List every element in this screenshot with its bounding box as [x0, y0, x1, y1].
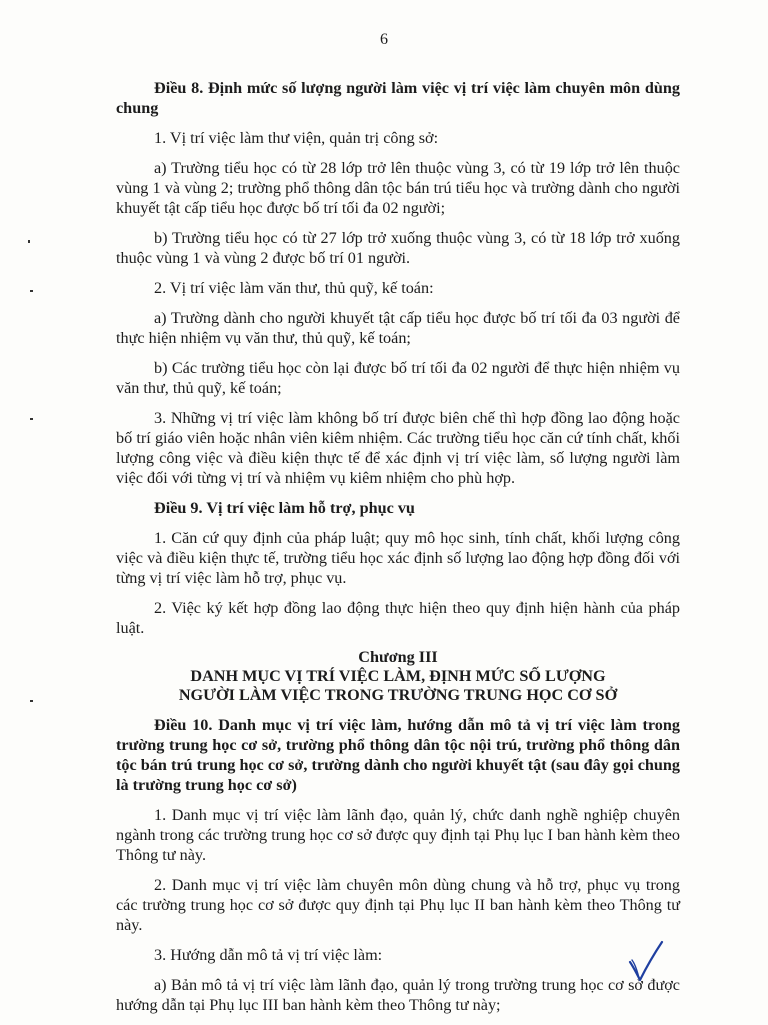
- article-9-paragraph: 1. Căn cứ quy định của pháp luật; quy mô học sinh, tính chất, khối lượng công việc và điều kiện thực tế, trường tiểu học xác định số lượng lao động hợp đồng đối với từng vị trí việc làm hỗ trợ, phục vụ.: [116, 529, 680, 587]
- scan-speck: [30, 418, 33, 420]
- article-10-paragraph: 3. Hướng dẫn mô tả vị trí việc làm:: [154, 946, 383, 964]
- article-10-paragraph: 2. Danh mục vị trí việc làm chuyên môn dùng chung và hỗ trợ, phục vụ trong các trường trung học cơ sở được quy định tại Phụ lục II ban hành kèm theo Thông tư này.: [116, 876, 680, 934]
- article-8-paragraph: a) Trường tiểu học có từ 28 lớp trở lên thuộc vùng 3, có từ 19 lớp trở lên thuộc vùng 1 và vùng 2; trường phổ thông dân tộc bán trú tiểu học và trường dành cho người khuyết tật cấp tiểu học được bố trí tối đa 02 người;: [116, 159, 680, 217]
- scan-speck: [30, 290, 33, 292]
- article-8-paragraph: a) Trường dành cho người khuyết tật cấp tiểu học được bố trí tối đa 03 người để thực hiện nhiệm vụ văn thư, thủ quỹ, kế toán;: [116, 309, 680, 347]
- chapter-heading: [116, 648, 680, 705]
- article-10-paragraph: 1. Danh mục vị trí việc làm lãnh đạo, quản lý, chức danh nghề nghiệp chuyên ngành trong các trường trung học cơ sở được quy định tại Phụ lục I ban hành kèm theo Thông tư này.: [116, 806, 680, 864]
- article-10-paragraph: a) Bản mô tả vị trí việc làm lãnh đạo, quản lý trong trường trung học cơ sở được hướng dẫn tại Phụ lục III ban hành kèm theo Thông tư này;: [116, 976, 680, 1014]
- article-8-paragraph: b) Các trường tiểu học còn lại được bố trí tối đa 02 người để thực hiện nhiệm vụ văn thư, thủ quỹ, kế toán;: [116, 359, 680, 397]
- scan-speck: [28, 240, 30, 243]
- chapter-label: Chương III: [358, 648, 438, 666]
- article-10-title: Điều 10. Danh mục vị trí việc làm, hướng dẫn mô tả vị trí việc làm trong trường trung học cơ sở, trường phổ thông dân tộc nội trú, trường phổ thông dân tộc bán trú trung học cơ sở, trường dành cho người khuyết tật (sau đây gọi chung là trường trung học cơ sở): [116, 716, 680, 794]
- article-9-title: Điều 9. Vị trí việc làm hỗ trợ, phục vụ: [154, 499, 415, 517]
- article-8-paragraph: b) Trường tiểu học có từ 27 lớp trở xuống thuộc vùng 3, có từ 18 lớp trở xuống thuộc vùng 1 và vùng 2 được bố trí 01 người.: [116, 229, 680, 267]
- chapter-title-line-2: NGƯỜI LÀM VIỆC TRONG TRƯỜNG TRUNG HỌC CƠ SỞ: [178, 686, 618, 704]
- article-8-paragraph: 1. Vị trí việc làm thư viện, quản trị công sở:: [154, 129, 439, 147]
- article-8-paragraph: 2. Vị trí việc làm văn thư, thủ quỹ, kế toán:: [154, 279, 434, 297]
- article-8-title: Điều 8. Định mức số lượng người làm việc vị trí việc làm chuyên môn dùng chung: [116, 79, 680, 117]
- scan-speck: [30, 700, 33, 702]
- initial-signature-mark: [626, 938, 666, 984]
- chapter-title-line-1: DANH MỤC VỊ TRÍ VIỆC LÀM, ĐỊNH MỨC SỐ LƯỢNG: [190, 667, 606, 685]
- article-9-paragraph: 2. Việc ký kết hợp đồng lao động thực hiện theo quy định hiện hành của pháp luật.: [116, 599, 680, 637]
- document-body: [116, 78, 680, 1025]
- page-number: 6: [380, 31, 388, 48]
- article-8-paragraph: 3. Những vị trí việc làm không bố trí được biên chế thì hợp đồng lao động hoặc bố trí giáo viên hoặc nhân viên kiêm nhiệm. Các trường tiểu học căn cứ tính chất, khối lượng công việc và điều kiện thực tế để xác định vị trí việc làm, số lượng người làm việc đối với từng vị trí và nhiệm vụ kiêm nhiệm cho phù hợp.: [116, 409, 680, 487]
